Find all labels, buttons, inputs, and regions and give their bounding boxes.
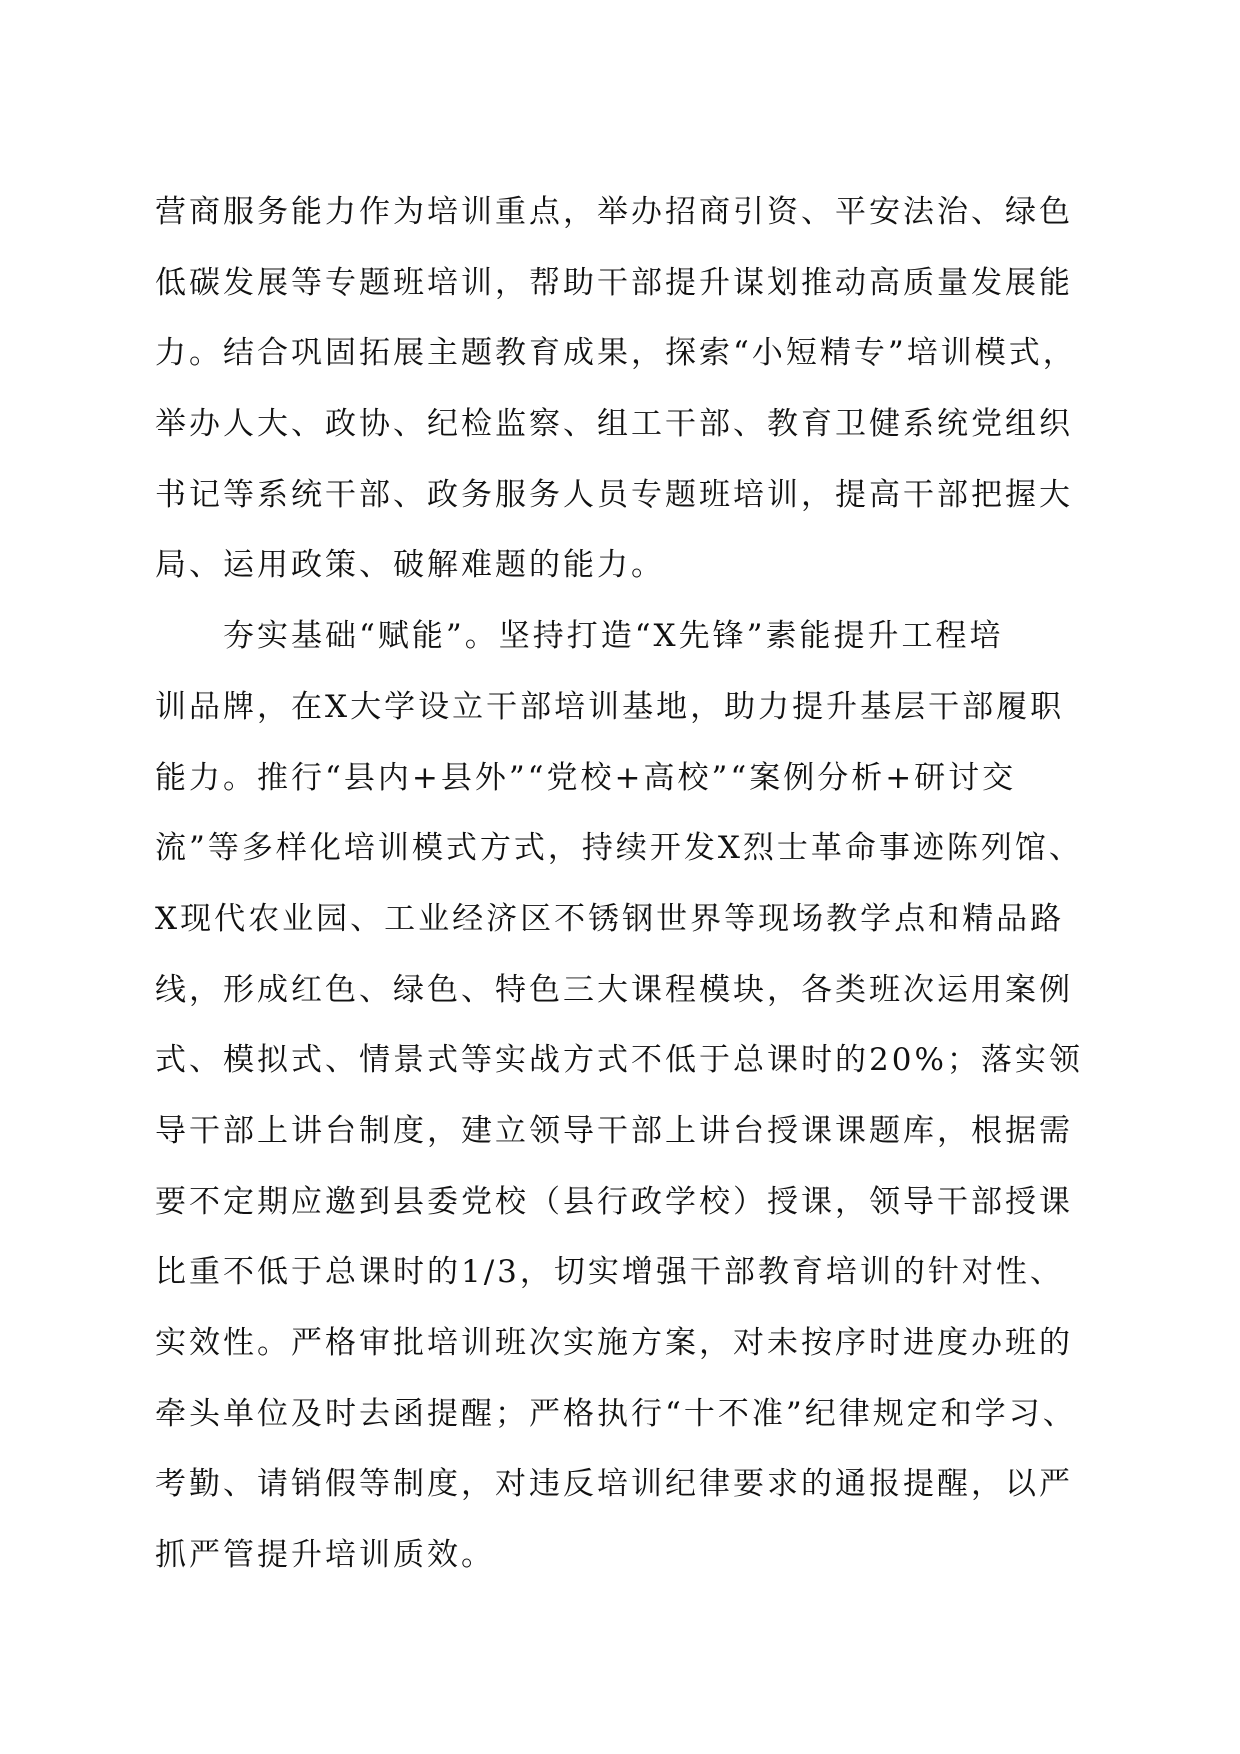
text-line: 实效性。严格审批培训班次实施方案，对未按序时进度办班的 (155, 1325, 1073, 1361)
text-line: 牵头单位及时去函提醒；严格执行“十不准”纪律规定和学习、 (155, 1395, 1077, 1432)
text-line: 式、模拟式、情景式等实战方式不低于总课时的20%；落实领 (155, 1042, 1083, 1079)
text-line: 营商服务能力作为培训重点，举办招商引资、平安法治、绿色 (155, 194, 1073, 230)
text-line: 夯实基础“赋能”。坚持打造“X先锋”素能提升工程培 (155, 618, 1004, 655)
text-line: 导干部上讲台制度，建立领导干部上讲台授课课题库，根据需 (155, 1112, 1073, 1149)
text-line: X现代农业园、工业经济区不锈钢世界等现场教学点和精品路 (155, 900, 1065, 937)
text-line: 力。结合巩固拓展主题教育成果，探索“小短精专”培训模式， (155, 335, 1077, 372)
text-line: 局、运用政策、破解难题的能力。 (155, 547, 665, 584)
text-line: 比重不低于总课时的1/3，切实增强干部教育培训的针对性、 (155, 1254, 1064, 1291)
text-line: 举办人大、政协、纪检监察、组工干部、教育卫健系统党组织 (155, 406, 1073, 443)
text-line: 能力。推行“县内+县外”“党校+高校”“案例分析+研讨交 (155, 759, 1017, 796)
text-line: 考勤、请销假等制度，对违反培训纪律要求的通报提醒，以严 (155, 1466, 1073, 1503)
text-line: 线，形成红色、绿色、特色三大课程模块，各类班次运用案例 (155, 971, 1073, 1008)
body-text (155, 186, 1085, 1600)
text-line: 要不定期应邀到县委党校（县行政学校）授课，领导干部授课 (155, 1183, 1073, 1220)
text-line: 训品牌，在X大学设立干部培训基地，助力提升基层干部履职 (155, 688, 1065, 725)
text-line: 低碳发展等专题班培训，帮助干部提升谋划推动高质量发展能 (155, 264, 1073, 301)
text-line: 书记等系统干部、政务服务人员专题班培训，提高干部把握大 (155, 476, 1073, 513)
text-line: 抓严管提升培训质效。 (155, 1537, 495, 1574)
text-line: 流”等多样化培训模式方式，持续开发X烈士革命事迹陈列馆、 (155, 830, 1083, 867)
